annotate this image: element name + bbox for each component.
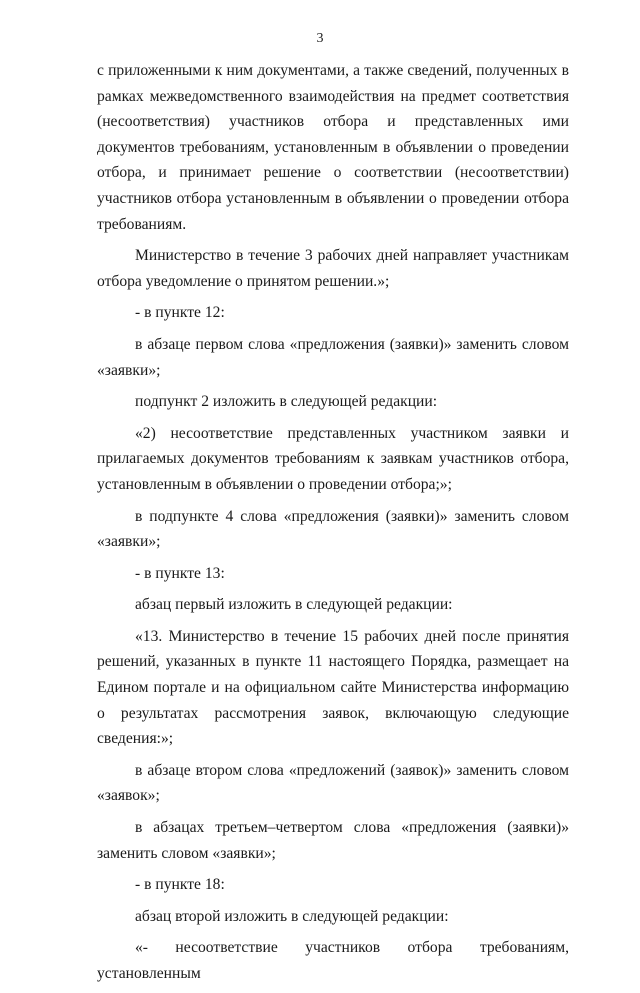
paragraph-subpoint-2-text: «2) несоответствие представленных участником заявки и прилагаемых документов требованиям к заявкам участников отбора, установленным в объявлении о проведении отбора;»; <box>97 424 569 493</box>
document-body <box>97 58 569 993</box>
paragraph-ministry-notice: Министерство в течение 3 рабочих дней направляет участникам отбора уведомление о принятом решении.»; <box>97 247 569 290</box>
paragraph-point-18: - в пункте 18: <box>135 876 225 894</box>
paragraph-point-13: - в пункте 13: <box>135 564 225 582</box>
paragraph-point-12-first-sentence: в абзаце первом слова «предложения (заявки)» заменить словом «заявки»; <box>97 335 569 379</box>
paragraph-point-13-third-fourth: в абзацах третьем–четвертом слова «предложения (заявки)» заменить словом «заявки»; <box>97 819 569 862</box>
paragraph-subpoint-2-intro: подпункт 2 изложить в следующей редакции: <box>135 393 438 411</box>
paragraph-subpoint-4: в подпункте 4 слова «предложения (заявки)» заменить словом «заявки»; <box>97 507 569 551</box>
paragraph-continuation: с приложенными к ним документами, а также сведений, полученных в рамках межведомственного взаимодействия на предмет соответствия (несоответствия) участников отбора и представленных ими документов требованиям, установленным в объявлении о проведении отбора, и принимает решение о соответствии (несоответствии) участников отбора установленным в объявлении о проведении отбора требованиям. <box>97 62 569 233</box>
paragraph-point-18-text: «- несоответствие участников отбора требованиям, установленным <box>97 939 569 982</box>
page-number: 3 <box>316 31 324 46</box>
paragraph-point-13-text: «13. Министерство в течение 15 рабочих дней после принятия решений, указанных в пункте 11 настоящего Порядка, размещает на Едином портале и на официальном сайте Министерства информацию о результатах рассмотрения заявок, включающую следующие сведения:»; <box>97 627 569 748</box>
paragraph-point-12: - в пункте 12: <box>135 304 225 322</box>
paragraph-point-13-second: в абзаце втором слова «предложений (заявок)» заменить словом «заявок»; <box>97 761 569 805</box>
paragraph-point-18-second-intro: абзац второй изложить в следующей редакции: <box>135 907 449 925</box>
paragraph-point-13-first-intro: абзац первый изложить в следующей редакции: <box>135 596 453 614</box>
